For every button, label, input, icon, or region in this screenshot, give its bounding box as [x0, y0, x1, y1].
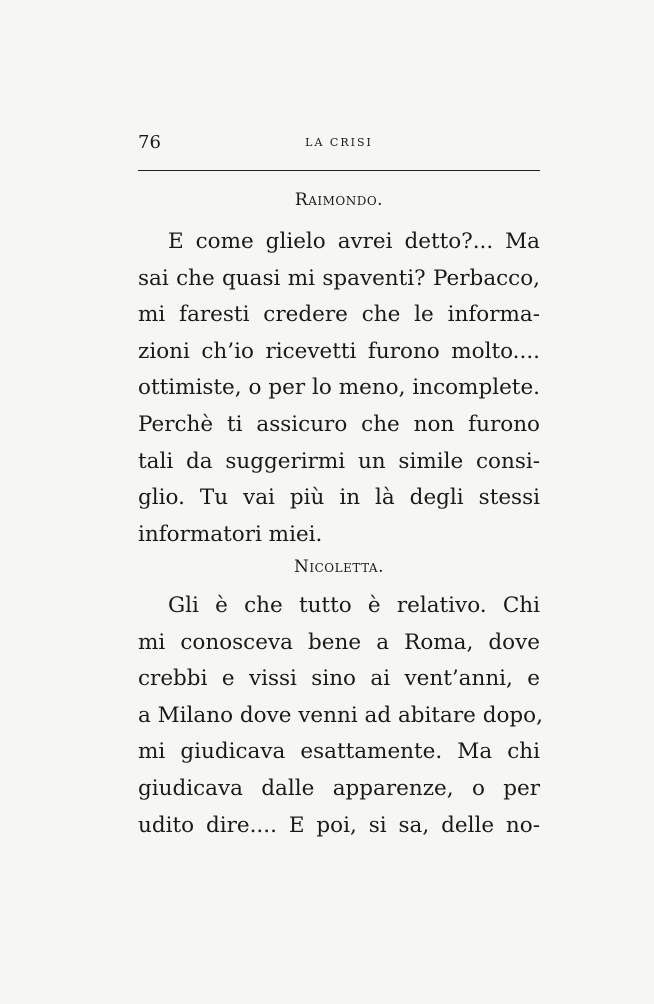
text-line: glio. Tu vai più in là degli stessi [138, 485, 540, 511]
text-line: giudicava dalle apparenze, o per [138, 775, 540, 801]
text-line: a Milano dove venni ad abitare dopo, [138, 702, 543, 728]
speech-text [138, 224, 540, 553]
text-line: tali da suggerirmi un simile consi- [138, 448, 540, 474]
text-line: sai che quasi mi spaventi? Perbacco, [138, 265, 540, 291]
page-header [138, 128, 540, 158]
text-line: informatori miei. [138, 521, 323, 547]
speaker-name: Raimondo. [294, 190, 384, 210]
speech-text [138, 588, 543, 844]
text-line: Gli è che tutto è relativo. Chi [168, 593, 540, 618]
text-line: zioni ch’io ricevetti furono molto.... [138, 338, 540, 364]
text-line: crebbi e vissi sino ai vent’anni, e [138, 666, 540, 692]
text-line: E come glielo avrei detto?... Ma [168, 229, 540, 254]
header-rule [138, 170, 540, 171]
text-line: Perchè ti assicuro che non furono [138, 411, 540, 437]
running-title: LA CRISI [305, 136, 373, 149]
text-line: mi conosceva bene a Roma, dove [138, 629, 540, 655]
text-line: ottimiste, o per lo meno, incomplete. [138, 375, 540, 401]
page-number: 76 [138, 132, 161, 153]
text-line: udito dire.... E poi, si sa, delle no- [138, 812, 540, 838]
speaker-name: Nicoletta. [293, 557, 384, 577]
text-line: mi giudicava esattamente. Ma chi [138, 739, 540, 765]
text-line: mi faresti credere che le informa- [138, 302, 540, 328]
